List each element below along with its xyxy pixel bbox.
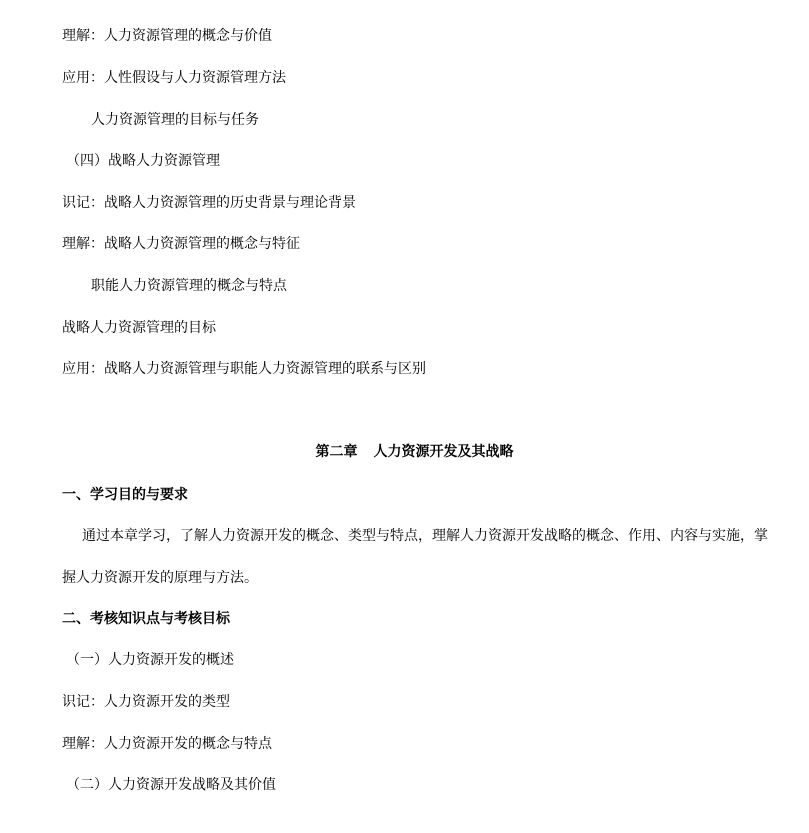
chapter-number: 第二章 (315, 444, 358, 460)
chapter-title: 人力资源开发及其战略 (373, 444, 514, 460)
section-heading: 一、学习目的与要求 (62, 487, 188, 503)
text-line: 战略人力资源管理的目标 (62, 320, 216, 336)
text-line: 理解：战略人力资源管理的概念与特征 (62, 236, 300, 252)
chapter-heading (0, 444, 809, 460)
paragraph-line: 握人力资源开发的原理与方法。 (62, 570, 258, 586)
text-line: （四）战略人力资源管理 (66, 153, 220, 169)
text-line: 理解：人力资源管理的概念与价值 (62, 28, 272, 44)
list-item: （二）人力资源开发战略及其价值 (66, 777, 276, 793)
text-line: 职能人力资源管理的概念与特点 (91, 278, 287, 294)
text-line: 人力资源管理的目标与任务 (91, 112, 259, 128)
text-line: 应用：战略人力资源管理与职能人力资源管理的联系与区别 (62, 361, 426, 377)
text-line: 应用：人性假设与人力资源管理方法 (62, 70, 286, 86)
list-item: （一）人力资源开发的概述 (66, 652, 234, 668)
text-line: 识记：战略人力资源管理的历史背景与理论背景 (62, 195, 356, 211)
section-heading: 二、考核知识点与考核目标 (62, 611, 230, 627)
list-item: 识记：人力资源开发的类型 (62, 694, 230, 710)
list-item: 理解：人力资源开发的概念与特点 (62, 736, 272, 752)
paragraph-line: 通过本章学习，了解人力资源开发的概念、类型与特点，理解人力资源开发战略的概念、作用、内容与实施，掌 (82, 528, 768, 544)
